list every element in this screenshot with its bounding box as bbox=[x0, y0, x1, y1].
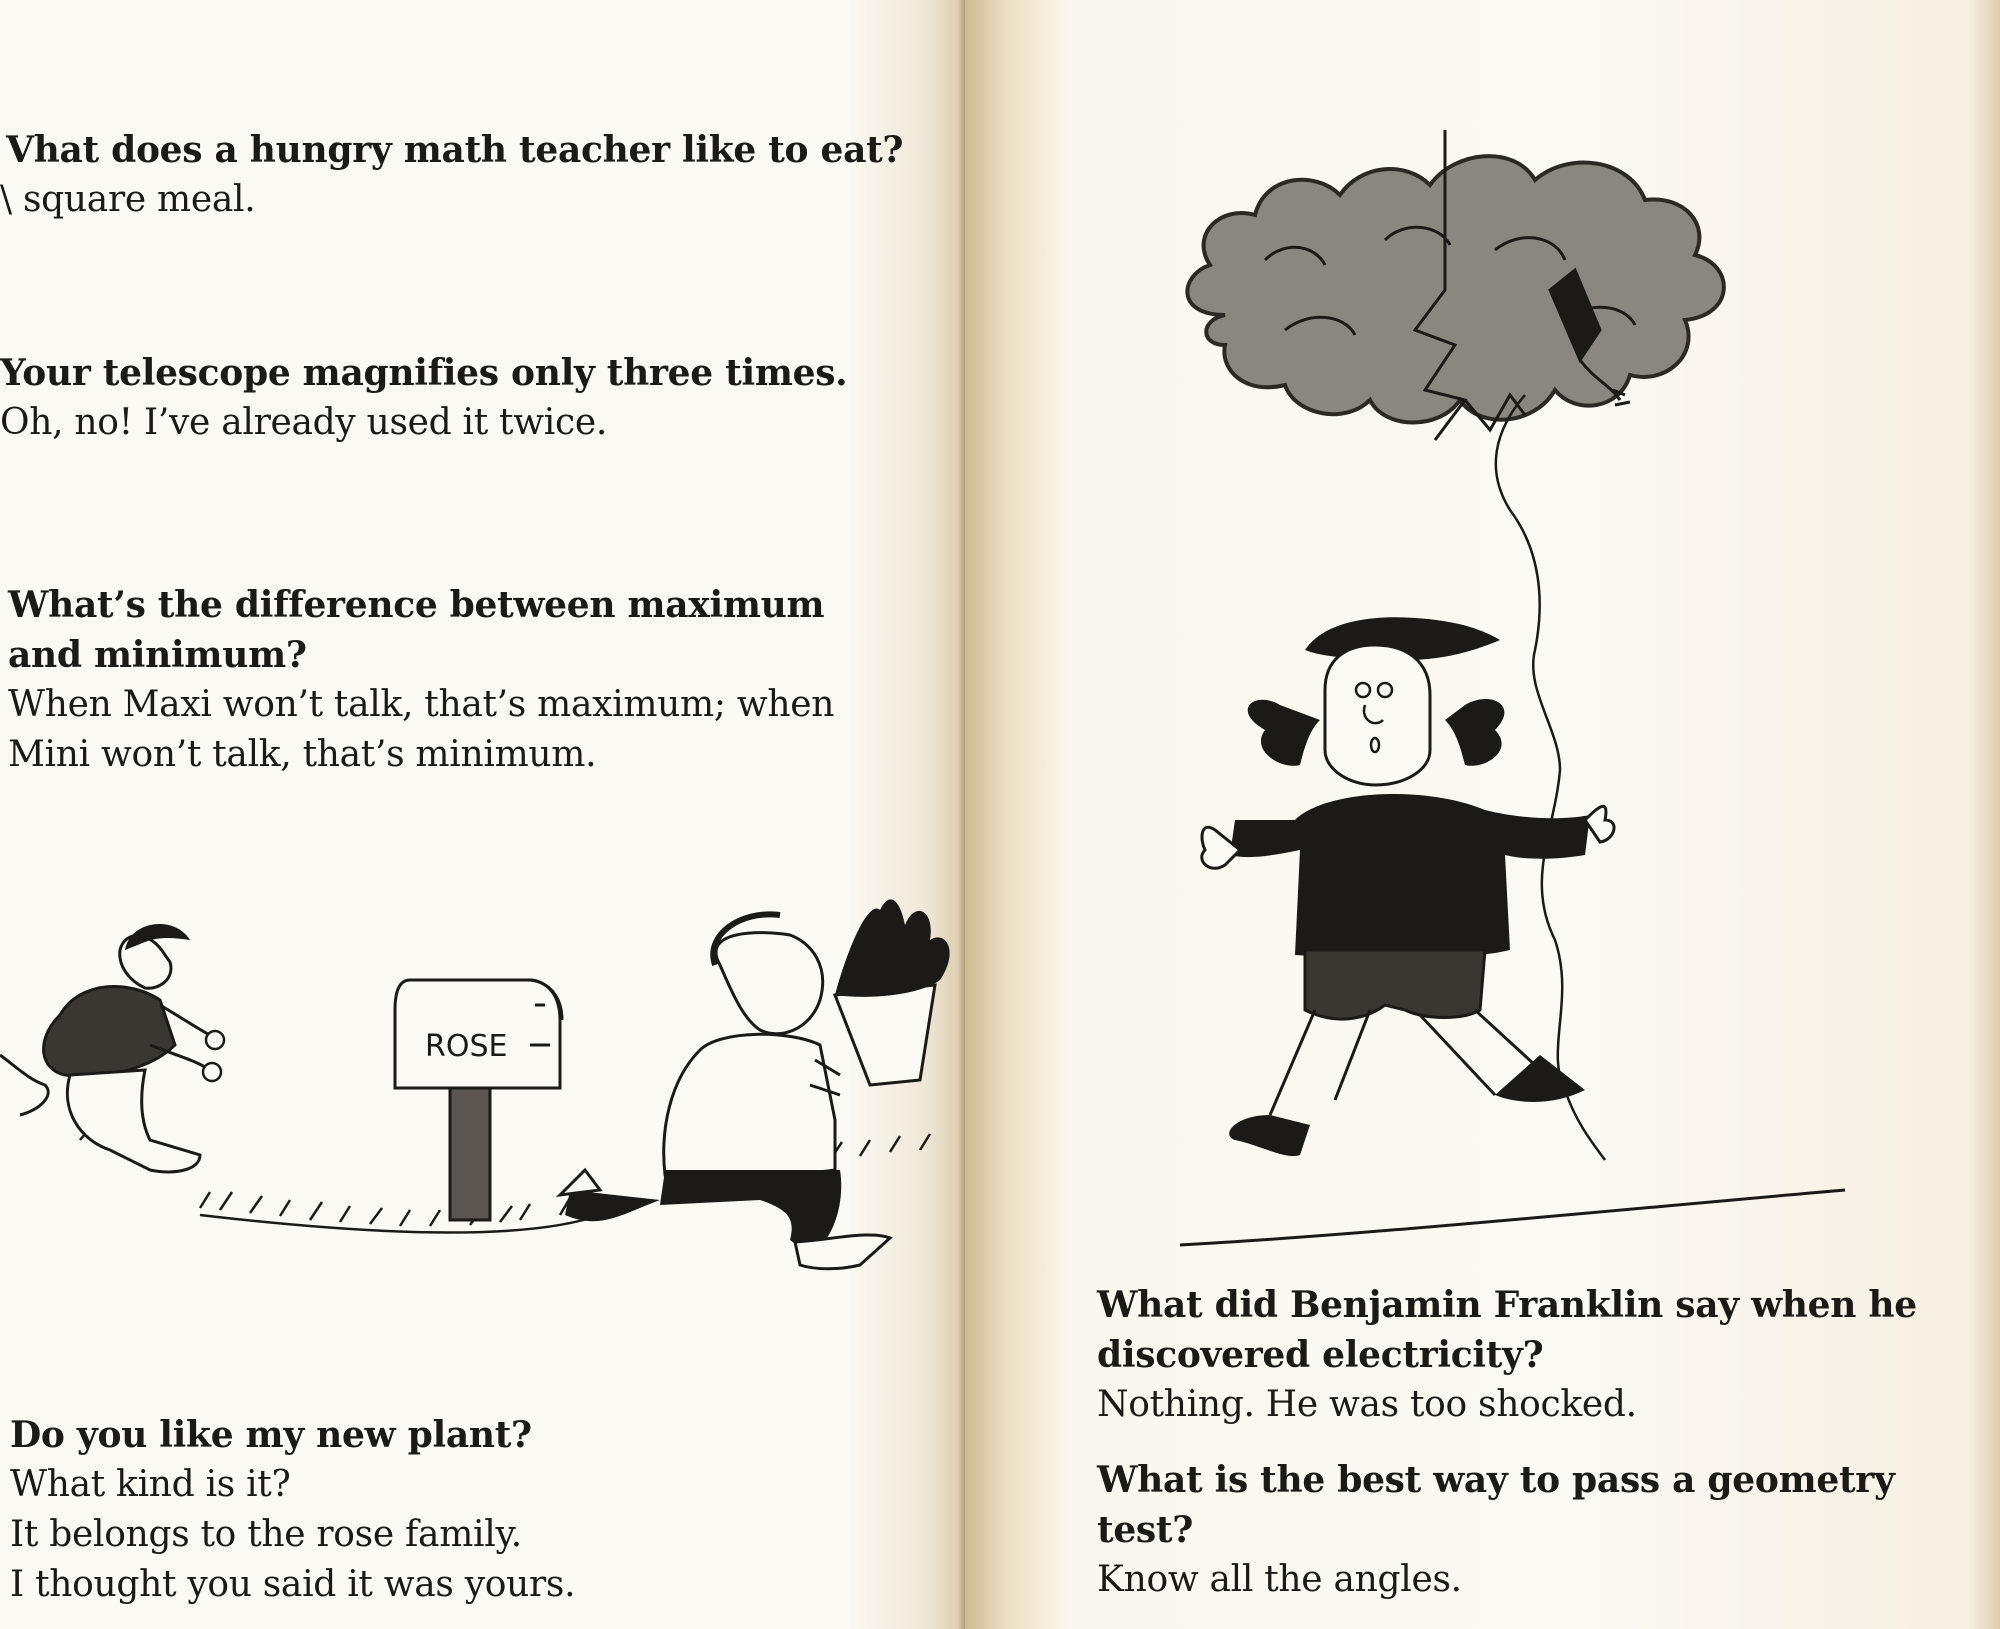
joke-answer: When Maxi won’t talk, that’s maximum; when Mini won’t talk, that’s minimum. bbox=[8, 684, 835, 775]
mailbox bbox=[395, 980, 562, 1220]
crouching-man-figure bbox=[0, 924, 224, 1172]
joke-answer: Know all the angles. bbox=[1097, 1559, 1462, 1600]
joke-answer: What kind is it? bbox=[10, 1464, 291, 1505]
joke-hungry-math-teacher bbox=[0, 125, 906, 225]
joke-answer: \ square meal. bbox=[0, 179, 256, 220]
right-page bbox=[965, 0, 2000, 1629]
running-man-figure bbox=[560, 899, 950, 1268]
joke-question: What is the best way to pass a geometry test? bbox=[1097, 1459, 1895, 1551]
franklin-kite-illustration bbox=[965, 130, 2000, 1260]
joke-question: Vhat does a hungry math teacher like to eat? bbox=[6, 129, 904, 171]
joke-question: Your telescope magnifies only three times. bbox=[0, 352, 848, 394]
joke-maximum-minimum bbox=[8, 580, 868, 780]
joke-answer: It belongs to the rose family. bbox=[10, 1514, 522, 1555]
ground-line bbox=[1180, 1190, 1845, 1245]
joke-answer: Oh, no! I’ve already used it twice. bbox=[0, 402, 607, 443]
joke-new-plant bbox=[10, 1410, 870, 1610]
joke-telescope bbox=[0, 348, 900, 448]
joke-answer: Nothing. He was too shocked. bbox=[1097, 1384, 1637, 1425]
storm-cloud bbox=[1187, 156, 1723, 422]
joke-benjamin-franklin bbox=[1097, 1280, 1967, 1430]
joke-question: What did Benjamin Franklin say when he discovered electricity? bbox=[1097, 1284, 1917, 1376]
rose-family-illustration bbox=[0, 870, 965, 1290]
joke-answer: I thought you said it was yours. bbox=[10, 1564, 576, 1605]
franklin-figure bbox=[1202, 617, 1614, 1156]
joke-question: Do you like my new plant? bbox=[10, 1414, 532, 1456]
joke-geometry-test bbox=[1097, 1455, 1977, 1605]
left-page bbox=[0, 0, 965, 1629]
mailbox-label: ROSE bbox=[425, 1029, 508, 1064]
joke-question: What’s the difference between maximum and minimum? bbox=[8, 584, 825, 676]
